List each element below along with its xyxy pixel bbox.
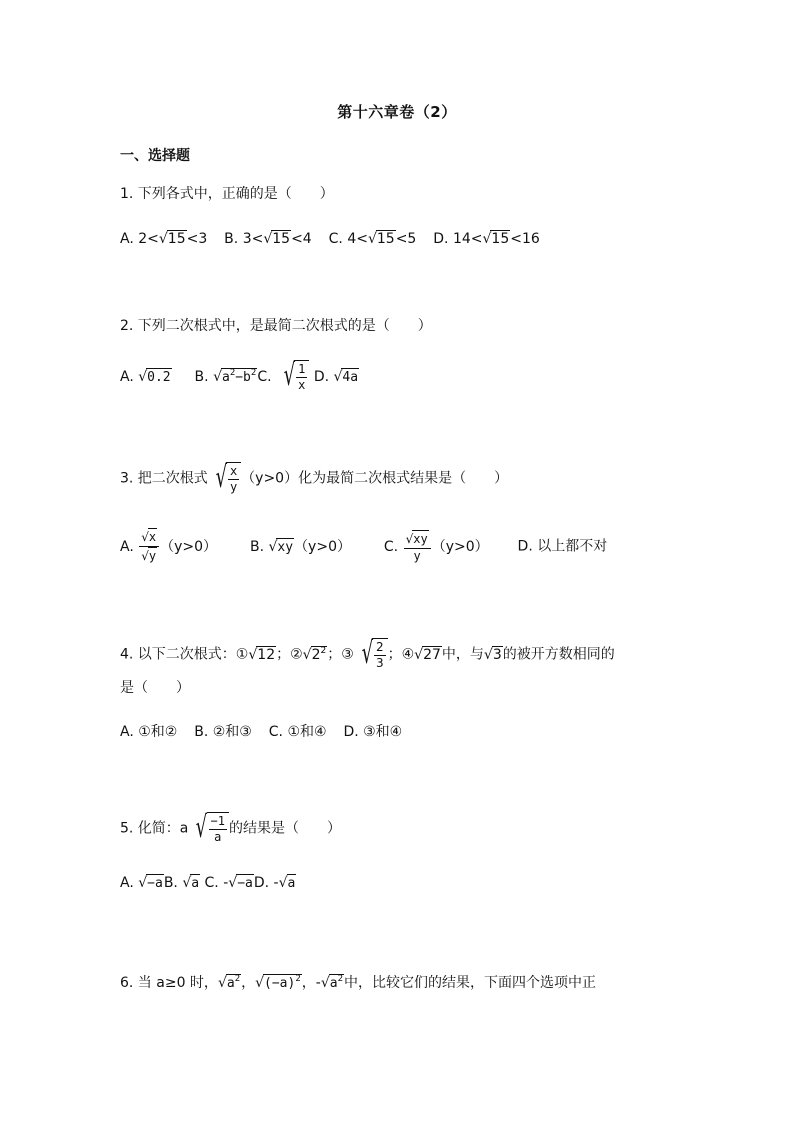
question-4-stem: 4. 以下二次根式：①√12；$②√2^2$；③ √ $\frac{2}{3}$ ；④√27中，与√3的被开方数相同的 — [120, 636, 615, 671]
q4-option-c[interactable]: C. ①和④ — [268, 724, 327, 740]
question-3-stem: 3. 把二次根式 √ $\frac{x}{y}$ （y>0）化为最简二次根式结果是（ ） — [120, 460, 509, 495]
question-3-options — [120, 528, 607, 565]
question-1-options — [120, 228, 540, 250]
section-heading: 一、选择题 — [120, 148, 190, 164]
q5-option-c[interactable]: C. -√−a — [204, 875, 253, 891]
q2-option-a[interactable]: A. √0.2 — [120, 368, 171, 385]
q5-option-a[interactable]: A. √−a — [120, 875, 163, 891]
q3-option-a[interactable]: A. $\frac{√x}{√y}$ （y>0） — [120, 530, 218, 563]
question-4-stem-cont: 是（ ） — [120, 680, 190, 696]
q3-option-c[interactable]: C. $\frac{√xy}{y}$ （y>0） — [383, 531, 489, 563]
question-2-options — [120, 360, 359, 393]
q4-option-d[interactable]: D. ③和④ — [343, 724, 403, 740]
question-6-stem: 6. 当 a≥0 时，$√a^2$，$√(-a)^2$，$-√a^2$中，比较它们的结果，下面四个选项中正 — [120, 974, 596, 991]
q4-option-a[interactable]: A. ①和② — [120, 724, 178, 740]
q5-option-b[interactable]: B. √a — [163, 875, 200, 891]
question-2-stem: 2. 下列二次根式中，是最简二次根式的是（ ） — [120, 318, 432, 334]
question-5-stem: 5. 化简：a √ $\frac{-1}{a}$ 的结果是（ ） — [120, 810, 341, 845]
q2-option-c[interactable]: C. √ $\frac{1}{x}$ — [257, 369, 309, 385]
page-title: 第十六章卷（2） — [337, 103, 457, 121]
q5-option-d[interactable]: D. -√a — [253, 875, 296, 891]
q4-option-b[interactable]: B. ②和③ — [194, 724, 252, 740]
question-4-options — [120, 721, 402, 743]
q3-option-b[interactable]: B. √xy（y>0） — [249, 538, 351, 555]
question-5-options — [120, 872, 296, 894]
q1-option-d[interactable]: D. 14<√15<16 — [433, 231, 540, 247]
question-1-stem: 1. 下列各式中，正确的是（ ） — [120, 186, 334, 202]
q1-option-a[interactable]: A. 2<√15<3 — [120, 231, 208, 247]
q3-option-d[interactable]: D. 以上都不对 — [517, 538, 608, 555]
q1-option-b[interactable]: B. 3<√15<4 — [224, 231, 312, 247]
q1-option-c[interactable]: C. 4<√15<5 — [328, 231, 417, 247]
q2-option-b[interactable]: B. $√a^2-b^2$ — [194, 367, 257, 385]
q2-option-d[interactable]: D. √4a — [313, 368, 359, 385]
